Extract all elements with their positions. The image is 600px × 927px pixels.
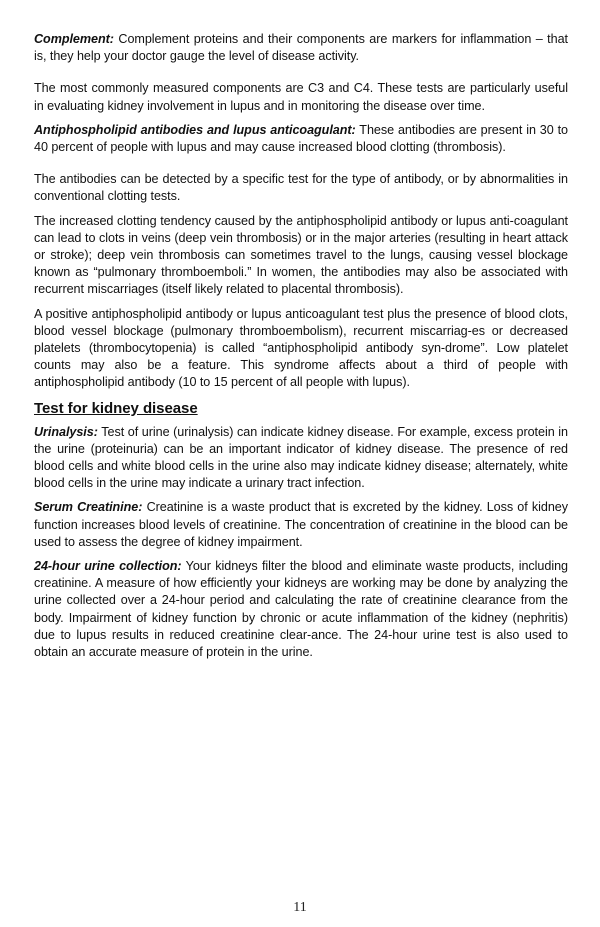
term-antiphospholipid: Antiphospholipid antibodies and lupus anticoagulant: [34, 122, 356, 137]
paragraph-syndrome: A positive antiphospholipid antibody or lupus anticoagulant test plus the presence of blood clots, blood vessel blockage (pulmonary thromboembolism), recurrent miscarriag-es or decreased platelets (thrombocytopenia) is called “antiphospholipid antibody syn-drome”. Low platelet counts may also be a feature. This syndrome affects about a third of people with antiphospholipid antibody (10 to 15 percent of all people with lupus). [34, 306, 568, 390]
paragraph-complement-components: The most commonly measured components are C3 and C4. These tests are particularly useful in evaluating kidney involvement in lupus and in monitoring the disease over time. [34, 81, 568, 113]
paragraph-clotting: The increased clotting tendency caused by the antiphospholipid antibody or lupus anti-coagulant can lead to clots in veins (deep vein thrombosis) or in the major arteries (resulting in heart attack or stroke); deep vein thrombosis can sometimes travel to the lungs, causing vessel blockage known as “pulmonary thromboemboli.” In women, the antibodies may also be associated with recurrent miscarriages (itself likely related to placental thrombosis). [34, 213, 568, 297]
paragraph-complement [34, 31, 568, 65]
text-antiphospholipid: These antibodies are present in 30 to 40 percent of people with lupus and may cause increased blood clotting (thrombosis). [34, 122, 568, 155]
document-body [34, 31, 568, 668]
text-complement: Complement proteins and their components are markers for inflammation – that is, they help your doctor gauge the level of disease activity. [34, 32, 568, 64]
page-number: 11 [293, 900, 307, 915]
paragraph-creatinine [34, 499, 568, 551]
section-heading-kidney: Test for kidney disease [34, 399, 198, 417]
paragraph-antibody-detection: The antibodies can be detected by a specific test for the type of antibody, or by abnormalities in conventional clotting tests. [34, 172, 568, 204]
text-urinalysis: Test of urine (urinalysis) can indicate kidney disease. For example, excess protein in the urine (proteinuria) can be an important indicator of kidney disease. The presence of red blood cells and white blood cells in the urine also may indicate kidney disease; alternately, white blood cells in the urine may indicate a urinary tract infection. [34, 424, 568, 491]
term-24hr-urine: 24-hour urine collection: [34, 559, 182, 574]
term-complement: Complement: [34, 32, 114, 46]
paragraph-antiphospholipid [34, 122, 568, 156]
paragraph-24hr-urine [34, 558, 568, 661]
term-urinalysis: Urinalysis: [34, 424, 98, 439]
text-24hr-urine: Your kidneys filter the blood and eliminate waste products, including creatinine. A measure of how efficiently your kidneys are working may be done by analyzing the urine collected over a 24-hour period and calculating the rate of creatinine clearance from the body. Impairment of kidney function by chronic or acute inflammation of the kidney (nephritis) due to lupus results in reduced creatinine clear-ance. The 24-hour urine test is also used to obtain an accurate measure of protein in the urine. [34, 559, 568, 660]
text-creatinine: Creatinine is a waste product that is excreted by the kidney. Loss of kidney function increases blood levels of creatinine. The concentration of creatinine in the blood can be used to assess the degree of kidney impairment. [34, 500, 569, 549]
term-creatinine: Serum Creatinine: [34, 500, 143, 515]
paragraph-urinalysis [34, 424, 568, 493]
